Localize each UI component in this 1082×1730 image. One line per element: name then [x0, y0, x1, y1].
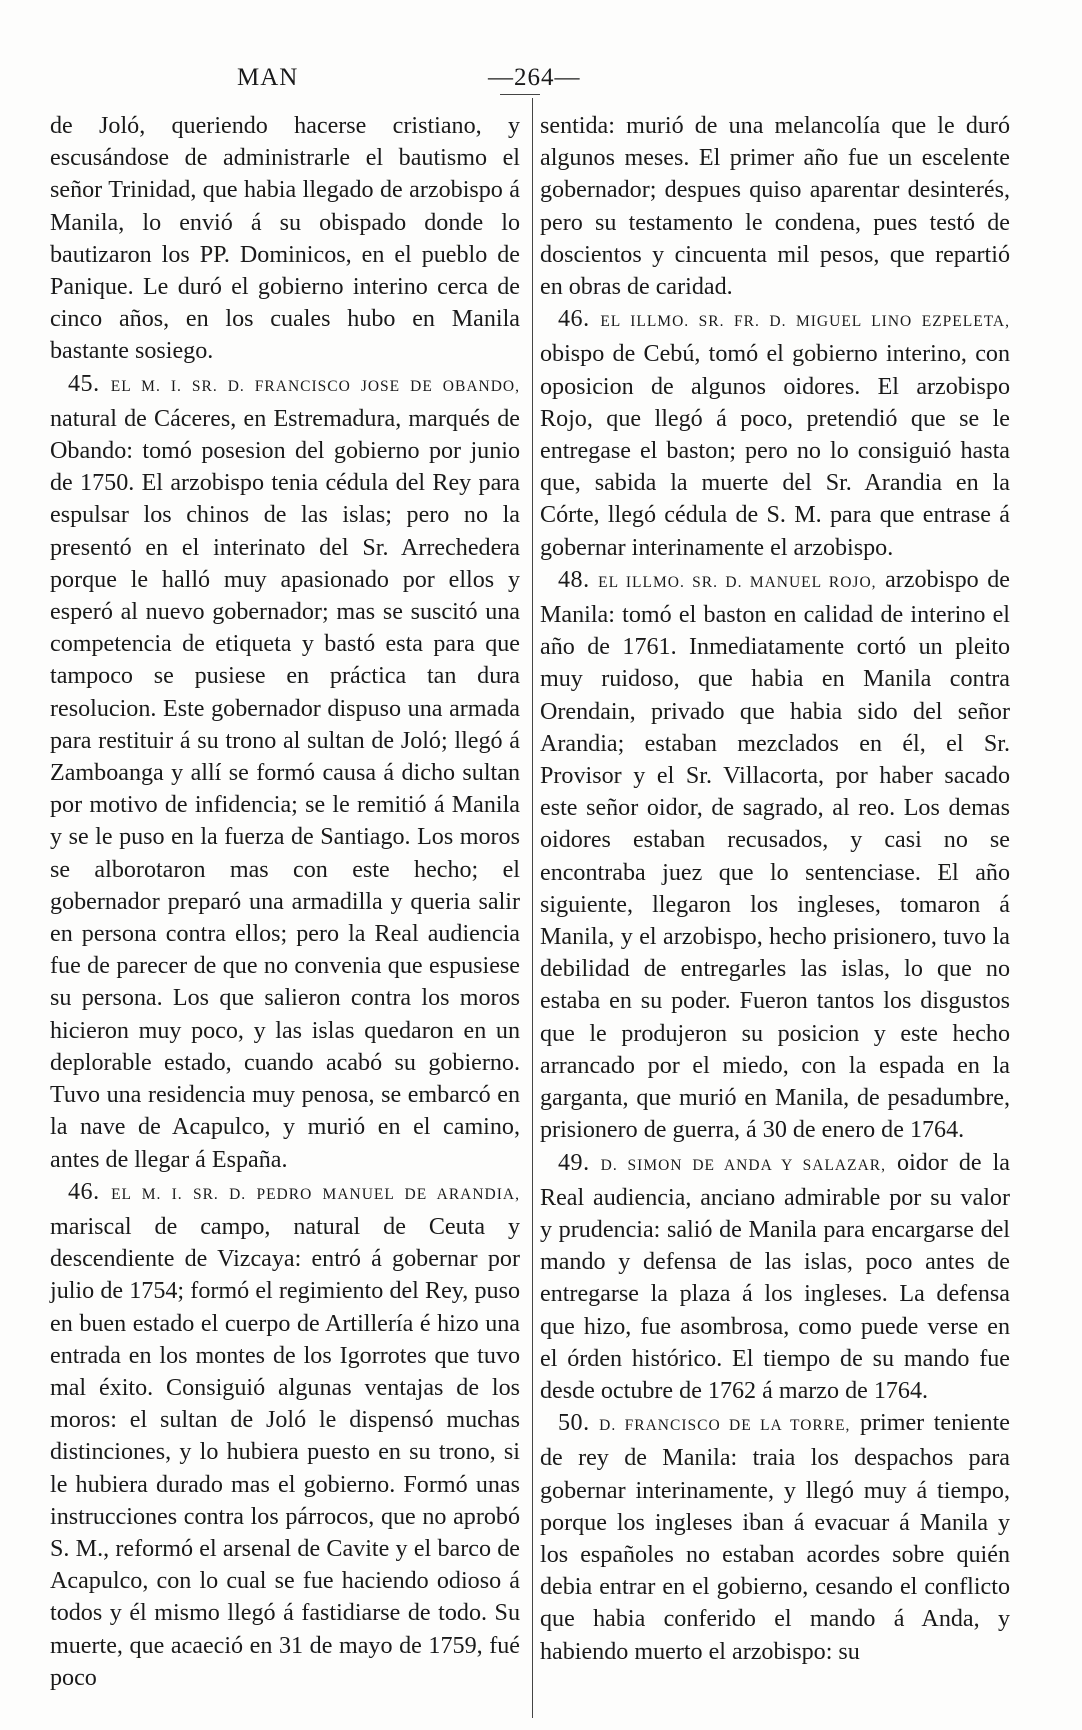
entry-heading: EL M. I. SR. D. PEDRO MANUEL DE ARANDIA,	[111, 1185, 520, 1203]
entry-46-ezpeleta	[540, 303, 1010, 564]
entry-text: primer teniente de rey de Manila: traia los despachos para gobernar interinamente, y llegó muy á tiempo, porque los ingleses iban á evacuar á Manila y los españoles no estaban acordes sobre quién debia entrar en el gobierno, cesando el conflicto que habia conferido el mando á Anda, y habiendo muerto el arzobispo: su	[540, 1410, 1010, 1665]
header-rule	[500, 94, 540, 95]
entry-number: 50.	[558, 1410, 590, 1437]
entry-text: mariscal de campo, natural de Ceuta y descendiente de Vizcaya: entró á gobernar por julio de 1754; formó el regimiento del Rey, puso en buen estado el cuerpo de Artillería é hizo una entrada en los montes de los Igorrotes que tuvo mal éxito. Consiguió algunas ventajas de los moros: el sultan de Joló le dispensó muchas distinciones, y lo hubiera puesto en su trono, si le hubiera durado mas el gobierno. Formó unas instrucciones contra los párrocos, que no aprobó S. M., reformó el arsenal de Cavite y el barco de Acapulco, con lo cual se fue haciendo odioso á todos y él mismo llegó á fastidiarse de todo. Su muerte, que acaeció en 31 de mayo de 1759, fué poco	[50, 1213, 520, 1691]
entry-text: obispo de Cebú, tomó el gobierno interino, con oposicion de algunos oidores. El arzobispo Rojo, que llegó á poco, pretendió que se le entregase el baston; pero no lo consiguió hasta que, sabida la muerte del Sr. Arandia en la Córte, llegó cédula de S. M. para que entrase á gobernar interinamente el arzobispo.	[540, 341, 1010, 561]
entry-number: 46.	[558, 306, 590, 333]
entry-number: 45.	[68, 370, 100, 397]
running-head-word: MAN	[237, 64, 299, 91]
entry-heading: EL ILLMO. SR. FR. D. MIGUEL LINO EZPELETA,	[600, 313, 1010, 331]
entry-45-obando	[50, 368, 520, 1176]
entry-number: 46.	[68, 1178, 100, 1205]
paragraph-text: de Joló, queriendo hacerse cristiano, y escusándose de administrarle el bautismo el señor Trinidad, que habia llegado de arzobispo á Manila, lo envió á su obispado donde lo bautizaron los PP. Dominicos, en el pueblo de Panique. Le duró el gobierno interino cerca de cinco años, en los cuales hubo en Manila bastante sosiego.	[50, 113, 520, 365]
paragraph-continuation	[540, 110, 1010, 303]
running-header	[0, 64, 1082, 100]
entry-50-torre	[540, 1407, 1010, 1668]
entry-heading: EL ILLMO. SR. D. MANUEL ROJO,	[598, 573, 877, 591]
entry-text: oidor de la Real audiencia, anciano admirable por su valor y prudencia: salió de Manila para encargarse del mando y defensa de las islas, poco antes de entregarse la plaza á los ingleses. La defensa que hizo, fue asombrosa, como puede verse en el órden histórico. El tiempo de su mando fue desde octubre de 1762 á marzo de 1764.	[540, 1149, 1010, 1404]
entry-48-rojo	[540, 564, 1010, 1147]
right-column	[540, 110, 1010, 1668]
entry-46-arandia	[50, 1176, 520, 1694]
page-number: —264—	[488, 64, 581, 91]
entry-heading: D. FRANCISCO DE LA TORRE,	[599, 1417, 851, 1435]
entry-49-anda	[540, 1147, 1010, 1408]
paragraph-continuation	[50, 110, 520, 368]
column-divider	[532, 98, 533, 1718]
left-column	[50, 110, 520, 1694]
entry-text: arzobispo de Manila: tomó el baston en calidad de interino el año de 1761. Inmediatamente cortó un pleito muy ruidoso, que habia en Manila contra Orendain, privado que habia sido del señor Arandia; estaban mezclados en él, el Sr. Provisor y el Sr. Villacorta, por haber sacado este señor oidor, de sagrado, al reo. Los demas oidores estaban recusados, y casi no se encontraba juez que lo sentenciase. El año siguiente, llegaron los ingleses, tomaron á Manila, y el arzobispo, hecho prisionero, tuvo la debilidad de entregarles las islas, lo que no estaba en su poder. Fueron tantos los disgustos que le produjeron su posicion y este hecho arrancado por el miedo, con la espada en la garganta, que murió en Manila, de pesadumbre, prisionero de guerra, á 30 de enero de 1764.	[540, 566, 1010, 1144]
entry-heading: EL M. I. SR. D. FRANCISCO JOSE DE OBANDO,	[110, 377, 520, 395]
entry-heading: D. SIMON DE ANDA Y SALAZAR,	[600, 1156, 887, 1174]
entry-number: 49.	[558, 1149, 590, 1176]
entry-text: natural de Cáceres, en Estremadura, marqués de Obando: tomó posesion del gobierno por junio de 1750. El arzobispo tenia cédula del Rey para espulsar los chinos de las islas; pero no la presentó en el interinato del Sr. Arrechedera porque le halló muy apasionado por ellos y esperó al nuevo gobernador; mas se suscitó una competencia de etiqueta y bastó esta para que tampoco se pusiese en práctica tan dura resolucion. Este gobernador dispuso una armada para restituir á su trono al sultan de Joló; llegó á Zamboanga y allí se formó causa á dicho sultan por motivo de infidencia; se le remitió á Manila y se le puso en la fuerza de Santiago. Los moros se alborotaron mas con este hecho; el gobernador preparó una armadilla y queria salir en persona contra ellos; pero la Real audiencia fue de parecer de que no convenia que espusiese su persona. Los que salieron contra los moros hicieron muy poco, y las islas quedaron en un deplorable estado, cuando acabó su gobierno. Tuvo una residencia muy penosa, se embarcó en la nave de Acapulco, y murió en el camino, antes de llegar á España.	[50, 405, 520, 1173]
entry-number: 48.	[558, 566, 590, 593]
paragraph-text: sentida: murió de una melancolía que le duró algunos meses. El primer año fue un escelente gobernador; despues quiso aparentar desinterés, pero su testamento le condena, pues testó de doscientos y cincuenta mil pesos, que repartió en obras de caridad.	[540, 113, 1010, 301]
